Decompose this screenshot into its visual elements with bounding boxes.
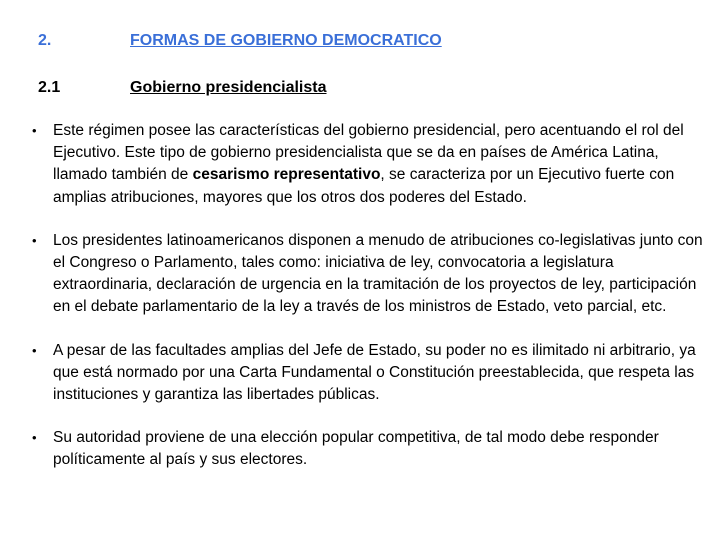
bullet-bold-term: cesarismo representativo <box>192 166 381 184</box>
bullet-item <box>32 120 708 209</box>
bullet-icon: • <box>32 123 37 138</box>
bullet-icon: • <box>32 232 37 248</box>
bullet-text: A pesar de las facultades amplias del Jefe de Estado, su poder no es ilimitado ni arbitrario, ya que está normado por una Carta Fundamental o Constitución preestablecida, que respeta las instituciones y garantiza las libertades públicas. <box>53 341 696 404</box>
bullet-text: Su autoridad proviene de una elección popular competitiva, de tal modo debe responder políticamente al país y sus electores. <box>53 429 659 469</box>
bullet-icon: • <box>32 430 37 446</box>
bullet-icon: • <box>32 342 37 358</box>
bullet-item <box>32 427 708 471</box>
bullet-list <box>32 120 708 493</box>
bullet-text: Los presidentes latinoamericanos disponen a menudo de atribuciones co-legislativas junto con el Congreso o Parlamento, tales como: iniciativa de ley, convocatoria a legislatura extraordinaria, declaración de urgencia en la tramitación de los proyectos de ley, participación en el debate parlamentario de la ley a través de los ministros de Estado, veto parcial, etc. <box>53 231 703 316</box>
bullet-item <box>32 230 708 319</box>
bullet-text: , se caracteriza por un Ejecutivo fuerte con amplias atribuciones, mayores que los otros dos poderes del Estado. <box>53 166 675 206</box>
section-number: 2. <box>38 32 52 49</box>
section-title: FORMAS DE GOBIERNO DEMOCRATICO <box>130 32 442 49</box>
subsection-number: 2.1 <box>38 79 61 96</box>
bullet-text: Este régimen posee las características del gobierno presidencial, pero acentuando el rol del Ejecutivo. Este tipo de gobierno presidencialista que se da en países de América Latina, llamado también de <box>53 122 684 184</box>
bullet-item <box>32 340 708 407</box>
subsection-title: Gobierno presidencialista <box>130 79 327 96</box>
